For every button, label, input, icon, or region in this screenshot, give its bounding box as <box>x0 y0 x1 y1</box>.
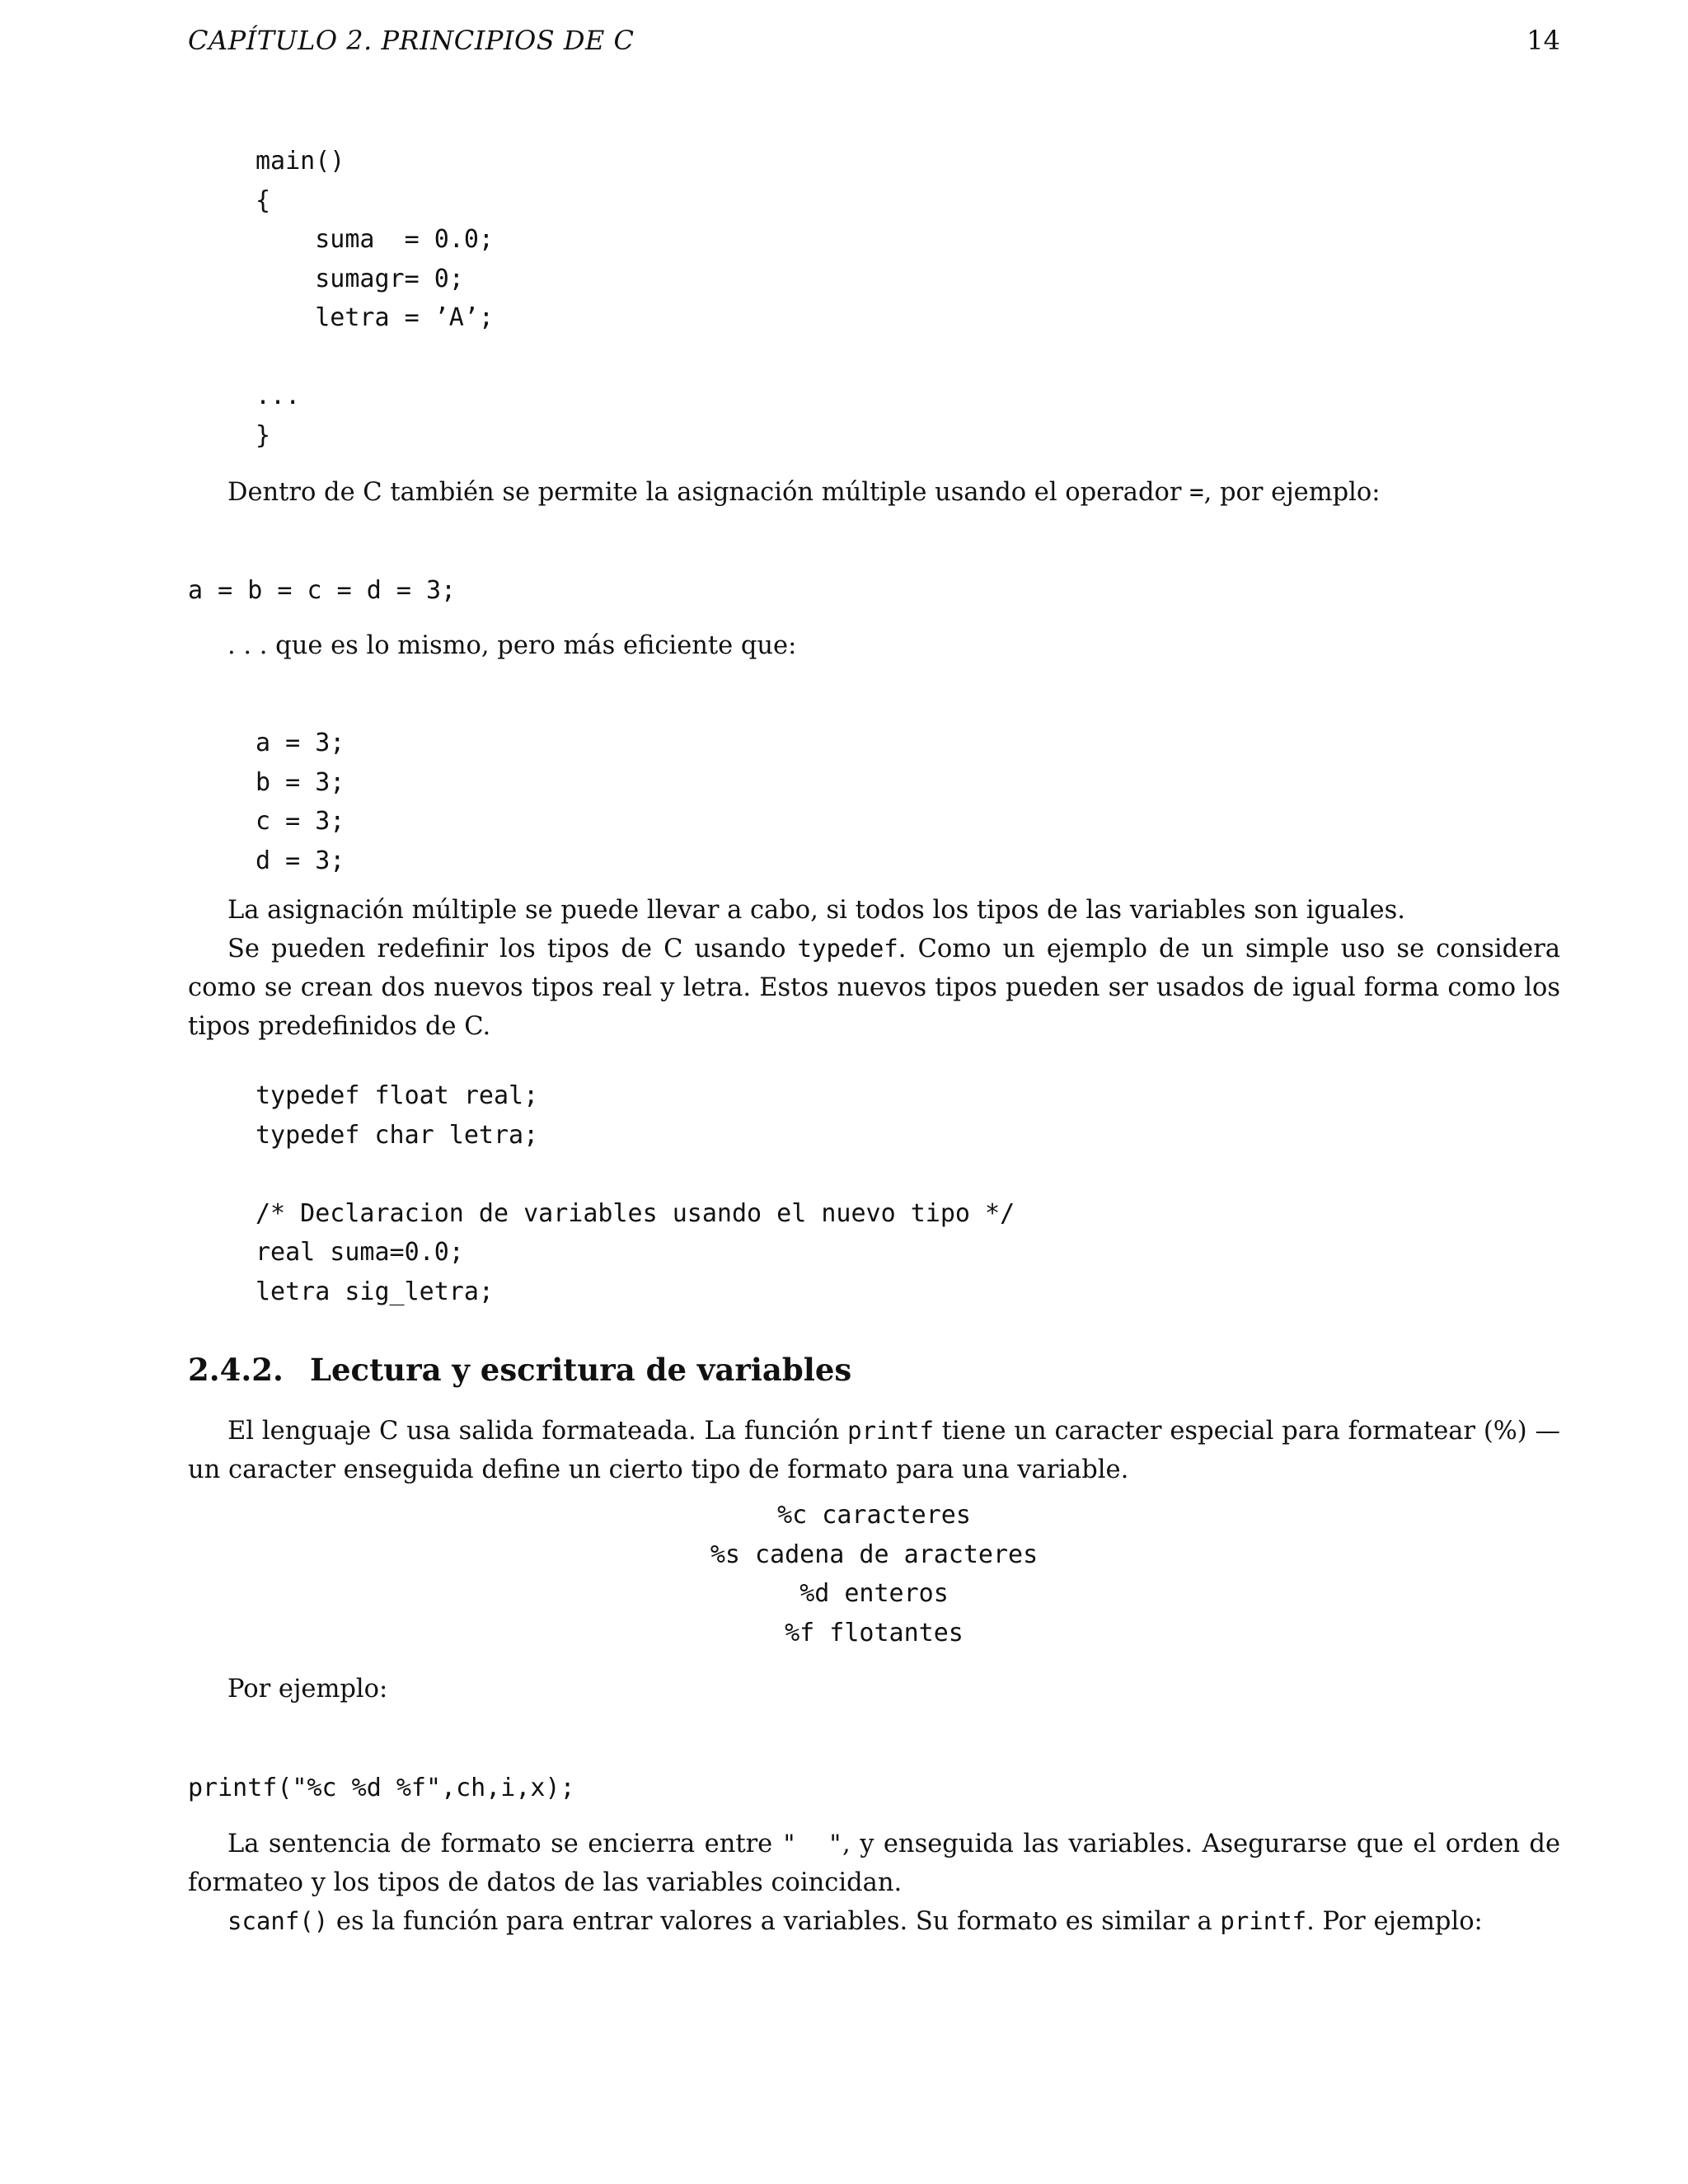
code-block-typedef <box>188 1076 1560 1311</box>
paragraph-multiple-assignment: Dentro de C también se permite la asignación múltiple usando el operador =, por ejemplo: <box>227 478 1381 507</box>
code-line: } <box>256 420 271 450</box>
code-line: main() <box>256 147 345 176</box>
paragraph-types: La asignación múltiple se puede llevar a cabo, si todos los tipos de las variables son iguales. Se pueden redefinir los tipos de C usando typedef. Como un ejemplo de un simple uso se considera como se crean dos nuevos tipos real y letra. Estos nuevos tipos pueden ser usados de igual forma como los tipos predefinidos de C. <box>188 896 1560 1041</box>
format-row: %s cadena de aracteres <box>710 1540 1039 1569</box>
code-line: typedef char letra; <box>256 1120 539 1150</box>
section-number: 2.4.2. <box>188 1352 284 1388</box>
code-line: real suma=0.0; <box>256 1238 464 1267</box>
code-line: ... <box>256 382 301 410</box>
format-specifier-table <box>188 1496 1560 1652</box>
running-header <box>188 25 1560 66</box>
paragraph-printf: El lenguaje C usa salida formateada. La función printf tiene un caracter especial para formatear (%) — un caracter enseguida define un cierto tipo de formato para una variable. <box>188 1417 1561 1484</box>
code-block-main <box>188 142 1560 455</box>
code-line: letra sig_letra; <box>256 1277 494 1306</box>
page-number: 14 <box>1526 25 1560 56</box>
format-row: %c caracteres <box>777 1501 971 1530</box>
document-page <box>188 0 1560 2184</box>
code-line: typedef float real; <box>256 1081 539 1110</box>
format-row: %d enteros <box>799 1579 949 1608</box>
code-line: d = 3; <box>256 846 345 875</box>
section-title: Lectura y escritura de variables <box>310 1352 852 1388</box>
paragraph-format-sentence: La sentencia de formato se encierra entre " ", y enseguida las variables. Asegurarse que el orden de formateo y los tipos de datos de las variables coincidan. scanf() es la función para entrar valores a variables. Su formato es similar a printf. Por ejemplo: <box>188 1830 1560 1936</box>
code-line: letra = ’A’; <box>256 303 494 332</box>
code-line: /* Declaracion de variables usando el nuevo tipo */ <box>256 1198 1015 1228</box>
section-heading <box>188 1352 1560 1388</box>
code-block-printf: printf("%c %d %f",ch,i,x); <box>188 1774 575 1802</box>
paragraph-same: . . . que es lo mismo, pero más eficiente que: <box>227 631 797 660</box>
chapter-title: CAPÍTULO 2. PRINCIPIOS DE C <box>188 25 635 56</box>
format-row: %f flotantes <box>785 1618 964 1647</box>
code-line: sumagr= 0; <box>256 264 464 293</box>
code-line: b = 3; <box>256 767 345 797</box>
code-block-separate-assign <box>188 724 1560 880</box>
code-line: c = 3; <box>256 807 345 836</box>
code-line: { <box>256 185 271 215</box>
code-line: a = 3; <box>256 729 345 757</box>
paragraph-example: Por ejemplo: <box>227 1675 388 1704</box>
code-block-multi-assign: a = b = c = d = 3; <box>188 576 457 605</box>
code-line: suma = 0.0; <box>256 225 494 254</box>
